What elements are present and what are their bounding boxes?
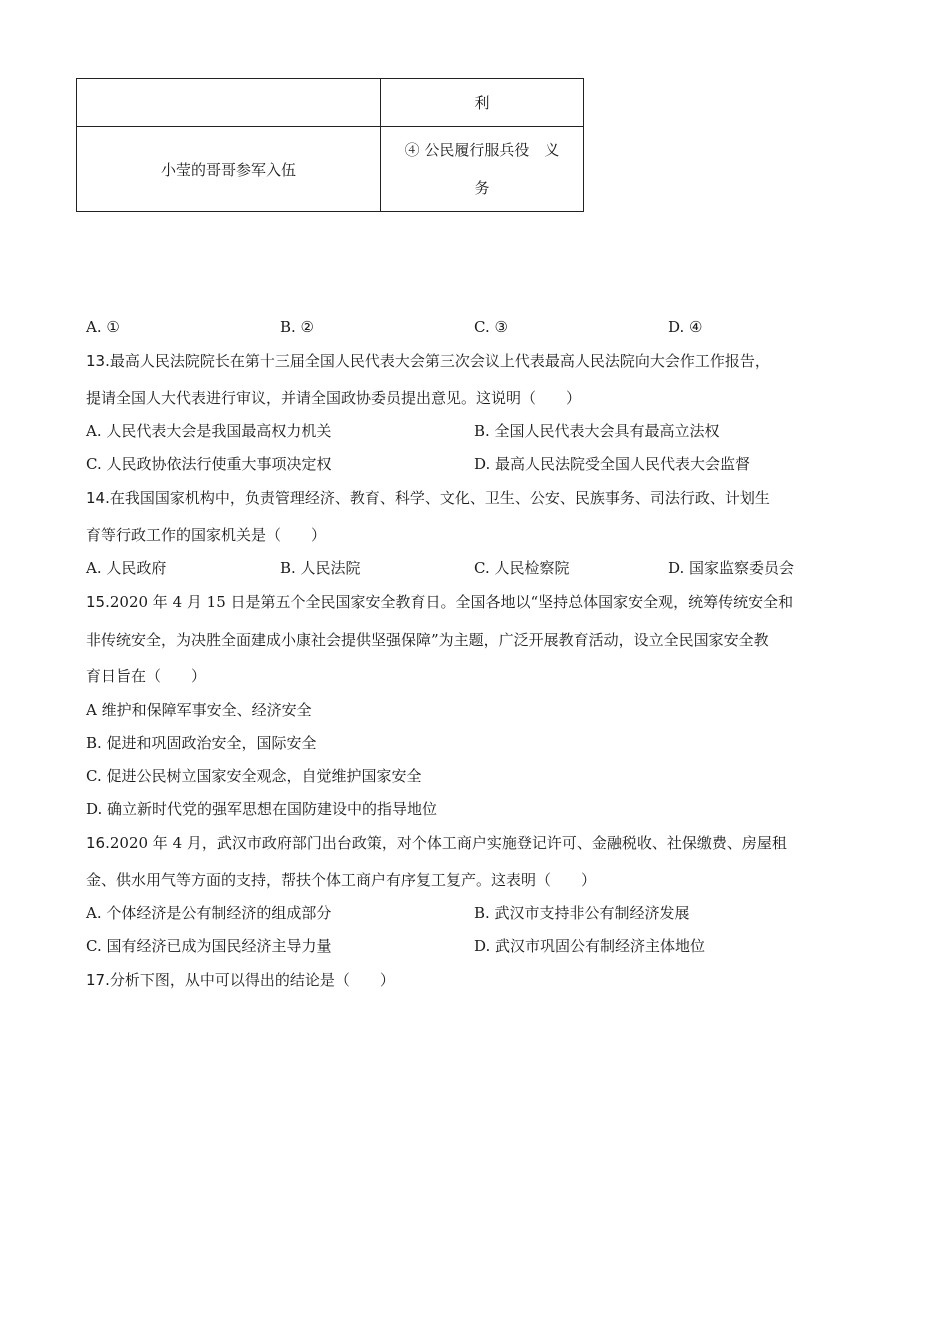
table-cell [381,127,584,212]
q13-option-c: C. 人民政协依法行使重大事项决定权 [86,455,332,473]
table-cell: 小莹的哥哥参军入伍 [77,127,381,212]
q12-option-d: D. ④ [668,318,703,336]
q13-option-d: D. 最高人民法院受全国人民代表大会监督 [474,455,751,473]
question-text: 2020 年 4 月，武汉市政府部门出台政策，对个体工商户实施登记许可、金融税收、社保缴费、房屋租 [109,834,787,852]
question-text: 2020 年 4 月 15 日是第五个全民国家安全教育日。全国各地以“坚持总体国家安全观，统筹传统安全和 [109,593,794,611]
question-text: 金、供水用气等方面的支持，帮扶个体工商户有序复工复产。这表明（ ） [86,871,597,889]
q14-option-c: C. 人民检察院 [474,559,570,577]
question-text: 育等行政工作的国家机关是（ ） [86,526,327,544]
question-number: 13. [86,352,110,370]
question-text: 提请全国人大代表进行审议，并请全国政协委员提出意见。这说明（ ） [86,389,582,407]
question-text: 非传统安全，为决胜全面建成小康社会提供坚强保障”为主题，广泛开展教育活动，设立全民国家安全教 [86,631,769,649]
question-number: 15. [86,593,110,611]
q13-option-a: A. 人民代表大会是我国最高权力机关 [86,422,332,440]
question-text: 育日旨在（ ） [86,667,207,685]
question-text: 在我国国家机构中，负责管理经济、教育、科学、文化、卫生、公安、民族事务、司法行政、计划生 [109,489,770,507]
question-text: 最高人民法院院长在第十三届全国人民代表大会第三次会议上代表最高人民法院向大会作工作报告， [109,352,770,370]
table-row [77,127,584,212]
question-17 [86,970,395,990]
question-16 [86,833,787,853]
q14-option-b: B. 人民法院 [280,559,361,577]
q16-option-d: D. 武汉市巩固公有制经济主体地位 [474,937,706,955]
question-13 [86,351,770,371]
question-14 [86,488,770,508]
q15-option-b: B. 促进和巩固政治安全，国际安全 [86,734,317,752]
q13-option-b: B. 全国人民代表大会具有最高立法权 [474,422,720,440]
q16-option-b: B. 武汉市支持非公有制经济发展 [474,904,690,922]
question-number: 17. [86,971,110,989]
q16-option-c: C. 国有经济已成为国民经济主导力量 [86,937,332,955]
q15-option-a: A 维护和保障军事安全、经济安全 [86,701,312,719]
cell-line: ④ 公民履行服兵役 义 [404,141,560,159]
table-cell: 利 [381,79,584,127]
question-number: 16. [86,834,110,852]
q15-option-c: C. 促进公民树立国家安全观念，自觉维护国家安全 [86,767,422,785]
question-text: 分析下图，从中可以得出的结论是（ ） [109,971,395,989]
table-row [77,79,584,127]
cell-line: 务 [474,179,490,197]
table-cell [77,79,381,127]
q14-option-d: D. 国家监察委员会 [668,559,795,577]
q16-option-a: A. 个体经济是公有制经济的组成部分 [86,904,332,922]
q15-option-d: D. 确立新时代党的强军思想在国防建设中的指导地位 [86,800,438,818]
q12-option-b: B. ② [280,318,315,336]
q12-option-c: C. ③ [474,318,508,336]
q12-option-a: A. ① [86,318,120,336]
q14-option-a: A. 人民政府 [86,559,167,577]
question-15 [86,592,793,612]
answer-table [76,78,584,212]
question-number: 14. [86,489,110,507]
